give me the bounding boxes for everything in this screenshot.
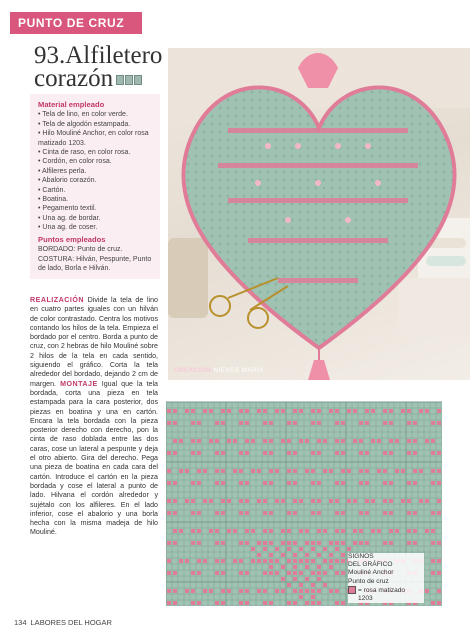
chart-legend — [348, 553, 424, 603]
material-item: • Cinta de raso, en color rosa. — [38, 148, 154, 157]
material-item: • Tela de lino, en color verde. — [38, 110, 154, 119]
montaje-text: Igual que la tela bordada, corta una pieza en tela estampada para la cara posterior, dos piezas en boatina y una en cartón. Encara la tela bordada con la pieza posterior derecho con derecho, pon la cinta de raso doblada entre las dos caras, cose un lateral a pespunte y deja el otro abierto. Gira del derecho. Pega una pieza de boatina en cada cara del cartón. Introduce el cartón en la pieza bordada y cose el lateral a punto de lado. Hilvana el cordón alrededor y sujétalo con los alfileres. En el lado inferior, cose el abalorio y una borla hecha con la misma madeja de hilo Mouliné. — [30, 379, 158, 537]
legend-heading-1: SIGNOS — [348, 553, 374, 560]
magazine-name: LABORES DEL HOGAR — [30, 618, 112, 627]
difficulty-icon — [116, 75, 142, 85]
legend-stitch: Punto de cruz — [348, 577, 389, 585]
credit-label: CREACIÓN — [174, 367, 212, 374]
project-photo — [168, 48, 470, 380]
swatch-code: 1203 — [358, 594, 373, 602]
material-item: • Alfileres perla. — [38, 167, 154, 176]
title-line-1: 93.Alfiletero — [34, 42, 163, 69]
credit-name: NIEVES MARÍA — [213, 367, 264, 374]
section-tag: PUNTO DE CRUZ — [10, 12, 142, 34]
legend-brand: Mouliné Anchor — [348, 569, 394, 577]
material-item: • Hilo Mouliné Anchor, en color rosa matizado 1203. — [38, 129, 154, 148]
instructions — [30, 296, 158, 538]
swatch-icon — [348, 586, 356, 594]
title-line-2: corazón — [34, 65, 114, 92]
realizacion-label: REALIZACIÓN — [30, 296, 84, 304]
material-item: • Una ag. de bordar. — [38, 214, 154, 223]
material-item: • Boatina. — [38, 195, 154, 204]
page-number: 134 — [14, 618, 27, 627]
material-item: • Cartón. — [38, 186, 154, 195]
legend-swatch-row — [348, 586, 424, 595]
materials-heading: Material empleado — [38, 100, 105, 109]
legend-heading-2: DEL GRÁFICO — [348, 561, 393, 569]
stitch-line: COSTURA: Hilván, Pespunte, Punto de lado, Borla e Hilván. — [38, 255, 152, 272]
stitches-heading: Puntos empleados — [38, 234, 106, 244]
montaje-label: MONTAJE — [60, 379, 98, 388]
materials-list — [38, 110, 154, 232]
material-item: • Una ag. de coser. — [38, 223, 154, 232]
page-title — [34, 44, 164, 90]
material-item: • Tela de algodón estampada. — [38, 120, 154, 129]
photo-credit — [174, 367, 264, 374]
title-line-2-row — [34, 67, 164, 90]
stitch-line: BORDADO: Punto de cruz. — [38, 246, 123, 254]
material-item: • Pegamento textil. — [38, 204, 154, 213]
page-folio — [14, 618, 116, 627]
heart-pincushion-image — [168, 48, 470, 380]
material-item: • Cordón, en color rosa. — [38, 157, 154, 166]
materials-box — [30, 94, 160, 279]
material-item: • Abalorio corazón. — [38, 176, 154, 185]
swatch-label: = rosa matizado — [358, 586, 406, 594]
realizacion-text: Divide la tela de lino en cuatro partes iguales con un hilván de color contrastado. Centra los motivos contando los hilos de la tela. Empieza el bordado por el centro. Borda a punto de cruz, con 2 hebras de hilo Mouliné sobre 2 hilos de la tela en cada sentido, siguiendo el gráfico. Corta la tela alrededor del bordado, dejando 2 cm de margen. — [30, 296, 158, 388]
